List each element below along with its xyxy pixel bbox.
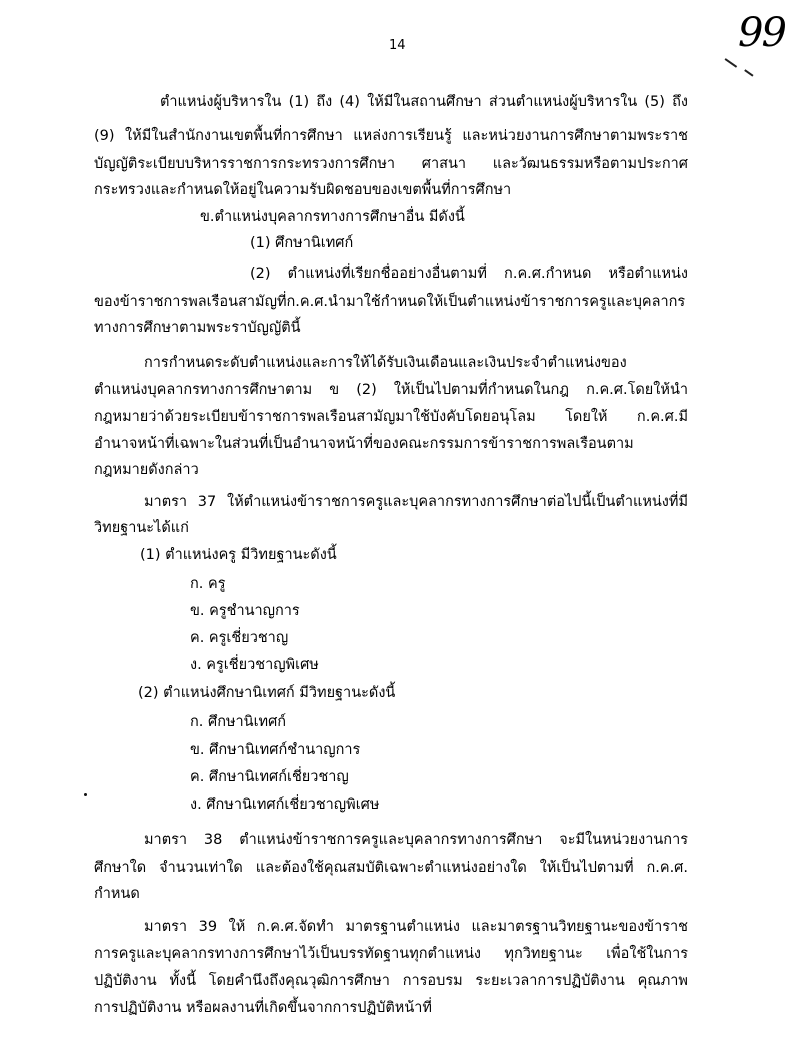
text-line: (9) ให้มีในสำนักงานเขตพื้นที่การศึกษา แหล่งการเรียนรู้ และหน่วยงานการศึกษาตามพระราช xyxy=(94,128,688,144)
text-line: การปฏิบัติงาน หรือผลงานที่เกิดขึ้นจากการปฏิบัติหน้าที่ xyxy=(94,1000,432,1016)
handwritten-page-number: 99 xyxy=(738,10,785,56)
text-line: ทางการศึกษาตามพระราบัญญัตินี้ xyxy=(94,320,301,336)
text-line: กฎหมายดังกล่าว xyxy=(94,462,199,478)
text-line: อำนาจหน้าที่เฉพาะในส่วนที่เป็นอำนาจหน้าที่ของคณะกรรมการข้าราชการพลเรือนตาม xyxy=(94,436,634,452)
section-39: มาตรา 39 ให้ ก.ค.ศ.จัดทำ มาตรฐานตำแหน่ง และมาตรฐานวิทยฐานะของข้าราช xyxy=(144,919,688,935)
list-item: ค. ครูเชี่ยวชาญ xyxy=(190,630,289,646)
list-item: ง. ศึกษานิเทศก์เชี่ยวชาญพิเศษ xyxy=(190,797,380,813)
text-line: ตำแหน่งผู้บริหารใน (1) ถึง (4) ให้มีในสถานศึกษา ส่วนตำแหน่งผู้บริหารใน (5) ถึง xyxy=(160,94,688,110)
section-heading: ข.ตำแหน่งบุคลากรทางการศึกษาอื่น มีดังนี้ xyxy=(200,209,465,225)
list-item: (2) ตำแหน่งที่เรียกชื่ออย่างอื่นตามที่ ก.ค.ศ.กำหนด หรือตำแหน่ง xyxy=(250,266,688,282)
list-item: ก. ศึกษานิเทศก์ xyxy=(190,714,287,730)
section-37: มาตรา 37 ให้ตำแหน่งข้าราชการครูและบุคลากรทางการศึกษาต่อไปนี้เป็นตำแหน่งที่มี xyxy=(144,494,688,510)
list-heading: (2) ตำแหน่งศึกษานิเทศก์ มีวิทยฐานะดังนี้ xyxy=(138,685,396,701)
text-line: ตำแหน่งบุคลากรทางการศึกษาตาม ข (2) ให้เป็นไปตามที่กำหนดในกฎ ก.ค.ศ.โดยให้นำ xyxy=(94,382,688,398)
text-line: ของข้าราชการพลเรือนสามัญที่ก.ค.ศ.นำมาใช้กำหนดให้เป็นตำแหน่งข้าราชการครูและบุคลากร xyxy=(94,294,686,310)
text-line: กำหนด xyxy=(94,886,140,902)
text-line: การกำหนดระดับตำแหน่งและการให้ได้รับเงินเดือนและเงินประจำตำแหน่งของ xyxy=(144,355,627,371)
text-line: กฎหมายว่าด้วยระเบียบข้าราชการพลเรือนสามัญมาใช้บังคับโดยอนุโลม โดยให้ ก.ค.ศ.มี xyxy=(94,409,688,425)
list-item: ข. ศึกษานิเทศก์ชำนาญการ xyxy=(190,742,361,758)
text-line: วิทยฐานะได้แก่ xyxy=(94,520,189,536)
list-item: ง. ครูเชี่ยวชาญพิเศษ xyxy=(190,657,319,673)
text-line: ศึกษาใด จำนวนเท่าใด และต้องใช้คุณสมบัติเฉพาะตำแหน่งอย่างใด ให้เป็นไปตามที่ ก.ค.ศ. xyxy=(94,860,688,876)
text-line: กระทรวงและกำหนดให้อยู่ในความรับผิดชอบของเขตพื้นที่การศึกษา xyxy=(94,182,512,198)
list-heading: (1) ตำแหน่งครู มีวิทยฐานะดังนี้ xyxy=(140,547,337,563)
text-line: ปฏิบัติงาน ทั้งนี้ โดยคำนึงถึงคุณวุฒิการศึกษา การอบรม ระยะเวลาการปฏิบัติงาน คุณภาพ xyxy=(94,973,688,989)
text-line: บัญญัติระเบียบบริหารราชการกระทรวงการศึกษา ศาสนา และวัฒนธรรมหรือตามประกาศ xyxy=(94,156,688,172)
pen-mark xyxy=(744,69,753,76)
list-item: ก. ครู xyxy=(190,576,226,592)
list-item: ค. ศึกษานิเทศก์เชี่ยวชาญ xyxy=(190,769,349,785)
section-38: มาตรา 38 ตำแหน่งข้าราชการครูและบุคลากรทางการศึกษา จะมีในหน่วยงานการ xyxy=(144,832,688,848)
text-line: การครูและบุคลากรทางการศึกษาไว้เป็นบรรทัดฐานทุกตำแหน่ง ทุกวิทยฐานะ เพื่อใช้ในการ xyxy=(94,946,688,962)
list-item: (1) ศึกษานิเทศก์ xyxy=(250,235,354,251)
list-item: ข. ครูชำนาญการ xyxy=(190,603,300,619)
stray-mark xyxy=(84,793,87,796)
page-number: 14 xyxy=(389,38,406,53)
pen-mark xyxy=(725,58,737,67)
